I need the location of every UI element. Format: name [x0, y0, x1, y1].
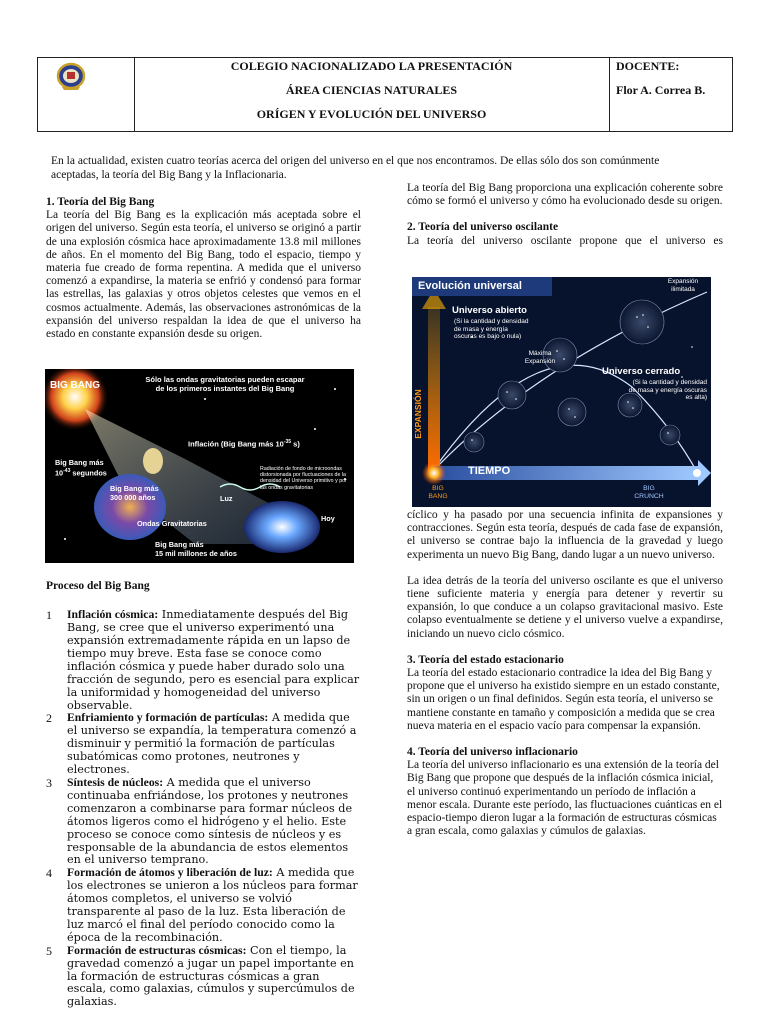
intro-paragraph: En la actualidad, existen cuatro teorías acerca del origen del universo en el que nos encontramos. De ellas sólo dos son comúnmente aceptadas, la teoría del Big Bang y la Inflacionaria. — [51, 155, 660, 181]
process-step — [46, 712, 362, 777]
luz-label: Luz — [220, 494, 233, 503]
expansion-axis-label: EXPANSIÓN — [413, 389, 423, 439]
maxima-expansion-label: Máxima Expansión — [524, 350, 556, 365]
ondas-gravitatorias-label: Ondas Gravitatorias — [137, 519, 207, 528]
section-1-title: 1. Teoría del Big Bang — [46, 196, 155, 208]
big-bang-300000-label: Big Bang más 300 000 años — [110, 484, 159, 502]
process-step-number: 1 — [46, 608, 52, 623]
big-bang-label: BIG BANG — [50, 380, 100, 391]
universo-abierto-label: Universo abierto — [452, 305, 527, 316]
process-step-text: Con el tiempo, la gravedad comenzó a jugar un papel importante en la formación de estructuras cósmicas a gran escala, como galaxias, cúmulos y supercúmulos de galaxias. — [67, 943, 355, 1009]
process-step-title: Síntesis de núcleos: — [67, 775, 164, 789]
figure-caption: Sólo las ondas gravitatorias pueden escapar de los primeros instantes del Big Bang — [145, 375, 305, 393]
process-step-text: A medida que los electrones se unieron a los núcleos para formar átomos completos, el universo se volvió transparente al paso de la luz. Esta liberación de luz marcó el final del período conocido como la época de la recombinación. — [67, 866, 358, 944]
document-title: ORÍGEN Y EVOLUCIÓN DEL UNIVERSO — [256, 107, 487, 121]
process-step-text: Inmediatamente después del Big Bang, se cree que el universo experimentó una expansión extremadamente rápida en un lapso de tiempo muy breve. Esta fase se conoce como inflación cósmica y puede haber durado solo una fracción de segundo, pero es esencial para explicar la uniformidad y homogeneidad del universo observable. — [67, 608, 360, 712]
big-bang-10-43-label: Big Bang más $10^{-43}$ segundos — [55, 458, 107, 478]
section-2-body-continued: cíclico y ha pasado por una secuencia infinita de expansiones y contracciones. Según esta teoría, después de cada fase de expansión, el universo se contrae bajo la influencia de la gravedad y luego experimenta un nuevo Big Bang, dando lugar a un nuevo universo. — [407, 509, 723, 561]
process-step — [46, 945, 362, 1010]
process-step — [46, 777, 362, 867]
process-title: Proceso del Big Bang — [46, 580, 150, 592]
header-table — [37, 57, 733, 132]
logo-cell — [38, 58, 135, 131]
school-name: COLEGIO NACIONALIZADO LA PRESENTACIÓN — [230, 59, 513, 73]
big-crunch-label: BIG CRUNCH — [634, 485, 664, 500]
process-step-title: Formación de átomos y liberación de luz: — [67, 866, 273, 880]
process-section — [46, 580, 362, 1009]
big-bang-figure — [45, 369, 354, 563]
process-step-number: 4 — [46, 866, 52, 881]
process-step-title: Formación de estructuras cósmicas: — [67, 943, 247, 957]
section-3-body: La teoría del estado estacionario contradice la idea del Big Bang y propone que el universo ha existido siempre en un estado constante, sin un origen o un final definidos. Según esta teoría, el universo se mantiene constante en tamaño y composición a medida que se crea nueva materia en el espacio vacío para compensar la expansión. — [407, 667, 720, 732]
process-step-text: A medida que el universo se expandía, la temperatura comenzó a disminuir y permitió la formación de partículas subatómicas como protones, neutrones y electrones. — [67, 711, 357, 777]
right-column-bottom — [407, 509, 723, 838]
big-bang-axis-label: BIG BANG — [428, 485, 448, 500]
big-bang-15mil-label: Big Bang más 15 mil millones de años — [155, 540, 237, 558]
right-column-top — [407, 182, 723, 248]
universo-cerrado-label: Universo cerrado — [602, 366, 681, 377]
universo-abierto-note: (Si la cantidad y densidad de masa y energía oscuras es bajo o nula) — [454, 318, 529, 340]
process-list — [46, 609, 362, 1009]
expansion-ilimitada-label: Expansión ilimitada — [667, 278, 699, 293]
process-step-title: Enfriamiento y formación de partículas: — [67, 711, 269, 725]
hoy-label: Hoy — [321, 514, 335, 523]
process-step-number: 3 — [46, 775, 52, 790]
inflacion-label: Inflación (Big Bang más $10^{-35}$ s) — [188, 439, 300, 449]
process-step — [46, 609, 362, 712]
section-4-title: 4. Teoría del universo inflacionario — [407, 746, 578, 759]
tiempo-axis-label: TIEMPO — [468, 465, 511, 477]
process-step — [46, 867, 362, 944]
evolucion-universal-figure — [412, 277, 711, 507]
process-step-text: A medida que el universo continuaba enfriándose, los protones y neutrones comenzaron a combinarse para formar núcleos de átomos ligeros como el hidrógeno y el helio. Este proceso se conoce como síntesis de núcleos y es responsable de la abundancia de estos elementos en el universo temprano. — [67, 775, 353, 867]
process-step-title: Inflación cósmica: — [67, 608, 159, 622]
process-step-number: 2 — [46, 711, 52, 726]
left-column — [46, 196, 361, 341]
process-step-number: 5 — [46, 943, 52, 958]
radiacion-label: Radiación de fondo de microondas distorsionada por fluctuaciones de la densidad del Universo primitivo y por las ondas gravitatorias — [260, 466, 347, 491]
section-3-title: 3. Teoría del estado estacionario — [407, 653, 564, 666]
big-bang-summary: La teoría del Big Bang proporciona una explicación coherente sobre cómo se formó el universo y cómo ha evolucionado desde su origen. — [407, 182, 723, 208]
universo-cerrado-note: (Si la cantidad y densidad de masa y energía oscuras es alta) — [628, 379, 707, 401]
area-name: ÁREA CIENCIAS NATURALES — [285, 83, 458, 97]
school-seal-icon — [56, 62, 86, 90]
evolucion-title: Evolución universal — [418, 280, 522, 292]
section-2-body-idea: La idea detrás de la teoría del universo oscilante es que el universo tiene suficiente materia y energía para detener y revertir su expansión, lo que conduce a un colapso gravitacional masivo. Este colapso eventualmente se detiene y el universo vuelve a expandirse, iniciando un nuevo ciclo cósmico. — [407, 574, 723, 640]
docente-label: DOCENTE: — [616, 59, 680, 73]
docente-name: Flor A. Correa B. — [616, 83, 706, 97]
section-1-body: La teoría del Big Bang es la explicación más aceptada sobre el origen del universo. Según esta teoría, el universo se originó a partir de una explosión cósmica hace aproximadamente 13.8 mil millones de años. En el momento del Big Bang, todo el espacio, tiempo y materia fue creado de forma repentina. A medida que el universo comenzó a expandirse, la materia se enfrió y condensó para formar las estrellas, las galaxias y otros objetos celestes que vemos en el cosmos actualmente. Además, las observaciones astronómicas de la expansión del universo respaldan la idea de que el universo ha estado en constante expansión desde su origen. — [46, 209, 361, 341]
section-2-title: 2. Teoría del universo oscilante — [407, 221, 559, 234]
section-2-body-start: La teoría del universo oscilante propone que el universo es — [407, 234, 723, 247]
section-4-body: La teoría del universo inflacionario es una extensión de la teoría del Big Bang que propone que después de la inflación cósmica inicial, el universo continuó experimentando un período de inflación a menor escala. Durante este período, las fluctuaciones cuánticas en el espacio-tiempo dieron lugar a la formación de estructuras cósmicas a gran escala, como galaxias y cúmulos de galaxias. — [407, 759, 723, 838]
